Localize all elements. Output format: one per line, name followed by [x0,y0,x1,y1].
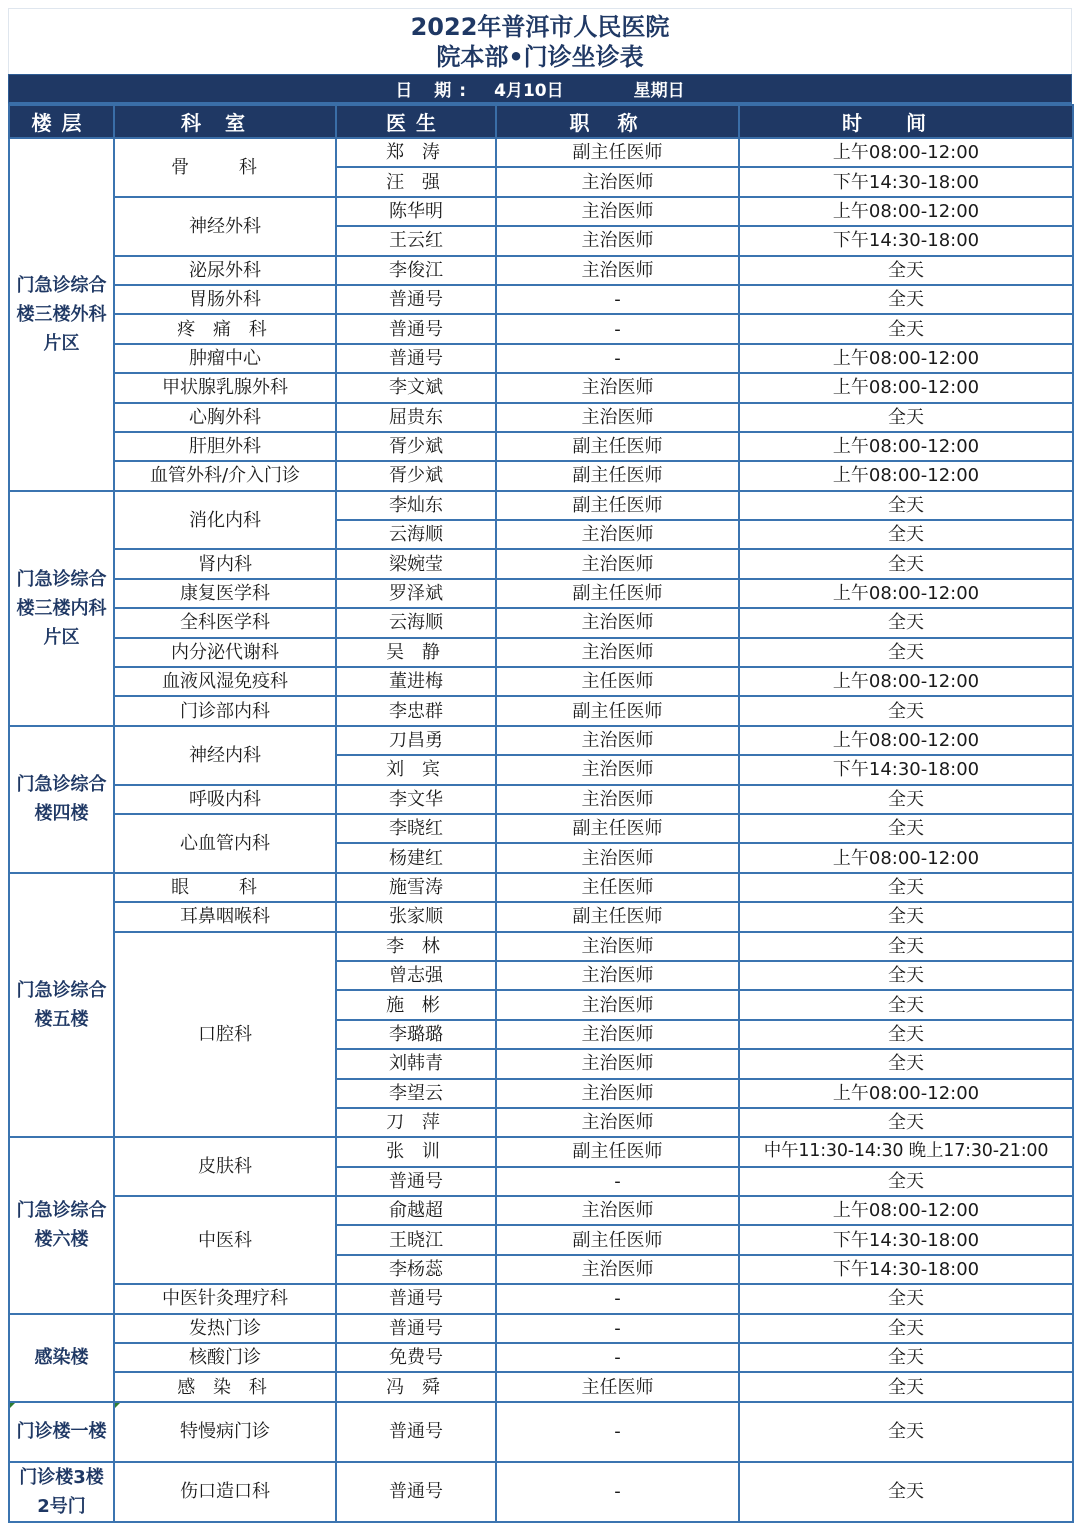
department-cell: 内分泌代谢科 [114,638,336,667]
title-cell: 主任医师 [496,667,739,696]
title-cell: 主治医师 [496,755,739,784]
time-cell: 全天 [739,1402,1073,1462]
title-cell: 副主任医师 [496,432,739,461]
table-row [9,579,1073,608]
doctor-cell: 刀 萍 [336,1108,496,1137]
title-cell: - [496,1167,739,1196]
doctor-cell: 董进梅 [336,667,496,696]
title-cell: - [496,1462,739,1522]
time-cell: 全天 [739,403,1073,432]
schedule-table [8,104,1074,1523]
time-cell: 上午08:00-12:00 [739,432,1073,461]
doctor-cell: 李璐璐 [336,1020,496,1049]
time-cell: 下午14:30-18:00 [739,755,1073,784]
table-row [9,549,1073,578]
doctor-cell: 曾志强 [336,961,496,990]
department-cell: 肿瘤中心 [114,344,336,373]
time-cell: 上午08:00-12:00 [739,373,1073,402]
table-row [9,285,1073,314]
title-cell: 主治医师 [496,373,739,402]
time-cell: 全天 [739,1020,1073,1049]
table-row [9,461,1073,490]
weekday: 星期日 [633,81,685,101]
column-header-title: 职称 [496,105,739,138]
title-cell: 副主任医师 [496,696,739,725]
table-row [9,1314,1073,1343]
title-cell: 副主任医师 [496,902,739,931]
title-cell: - [496,1314,739,1343]
department-cell: 口腔科 [114,932,336,1138]
doctor-cell: 李晓红 [336,814,496,843]
department-cell: 耳鼻咽喉科 [114,902,336,931]
title-cell: 主治医师 [496,1108,739,1137]
department-cell: 神经外科 [114,197,336,256]
doctor-cell: 云海顺 [336,608,496,637]
department-cell: 骨 科 [114,138,336,197]
department-cell: 肾内科 [114,549,336,578]
table-row [9,726,1073,755]
floor-cell: 感染楼 [9,1314,114,1402]
doctor-cell: 汪 强 [336,167,496,196]
department-cell: 呼吸内科 [114,785,336,814]
department-cell: 心胸外科 [114,403,336,432]
table-row [9,696,1073,725]
table-row [9,432,1073,461]
time-cell: 上午08:00-12:00 [739,1196,1073,1225]
time-cell: 全天 [739,990,1073,1019]
department-cell: 皮肤科 [114,1137,336,1196]
table-row [9,902,1073,931]
time-cell: 上午08:00-12:00 [739,344,1073,373]
title-cell: 主治医师 [496,961,739,990]
time-cell: 全天 [739,1284,1073,1313]
doctor-cell: 郑 涛 [336,138,496,167]
table-row [9,1343,1073,1372]
time-cell: 全天 [739,961,1073,990]
table-row [9,197,1073,226]
column-header-doctor: 医生 [336,105,496,138]
time-cell: 全天 [739,1314,1073,1343]
department-cell: 胃肠外科 [114,285,336,314]
time-cell: 全天 [739,608,1073,637]
time-cell: 全天 [739,549,1073,578]
time-cell: 下午14:30-18:00 [739,1225,1073,1254]
table-row [9,873,1073,902]
title-cell: 主治医师 [496,990,739,1019]
department-cell: 消化内科 [114,491,336,550]
table-row [9,344,1073,373]
title-cell: 副主任医师 [496,1137,739,1166]
time-cell: 全天 [739,696,1073,725]
time-cell: 下午14:30-18:00 [739,226,1073,255]
table-row [9,138,1073,167]
title-cell: - [496,1284,739,1313]
title-cell: 副主任医师 [496,1225,739,1254]
doctor-cell: 罗泽斌 [336,579,496,608]
time-cell: 下午14:30-18:00 [739,167,1073,196]
doctor-cell: 梁婉莹 [336,549,496,578]
table-row [9,608,1073,637]
doctor-cell: 普通号 [336,1167,496,1196]
time-cell: 上午08:00-12:00 [739,579,1073,608]
doctor-cell: 李 林 [336,932,496,961]
title-cell: 主治医师 [496,608,739,637]
time-cell: 全天 [739,814,1073,843]
doctor-cell: 云海顺 [336,520,496,549]
table-row [9,1196,1073,1225]
table-row [9,1137,1073,1166]
table-row [9,491,1073,520]
time-cell: 上午08:00-12:00 [739,667,1073,696]
department-cell: 泌尿外科 [114,256,336,285]
title-cell: 主治医师 [496,785,739,814]
doctor-cell: 杨建红 [336,843,496,872]
title-cell: 主治医师 [496,197,739,226]
table-header-row [9,105,1073,138]
time-cell: 上午08:00-12:00 [739,843,1073,872]
department-cell: 中医针灸理疗科 [114,1284,336,1313]
department-cell: 神经内科 [114,726,336,785]
title-cell: - [496,1343,739,1372]
time-cell: 全天 [739,1049,1073,1078]
time-cell: 全天 [739,314,1073,343]
title-cell: 副主任医师 [496,491,739,520]
title-cell: 主治医师 [496,1020,739,1049]
title-cell: 主治医师 [496,1049,739,1078]
time-cell: 全天 [739,638,1073,667]
title-cell: 主治医师 [496,1079,739,1108]
table-row [9,814,1073,843]
doctor-cell: 普通号 [336,314,496,343]
doctor-cell: 施雪涛 [336,873,496,902]
table-row [9,256,1073,285]
doctor-cell: 免费号 [336,1343,496,1372]
doctor-cell: 张 训 [336,1137,496,1166]
doctor-cell: 施 彬 [336,990,496,1019]
floor-cell: 门急诊综合楼六楼 [9,1137,114,1313]
department-cell: 门诊部内科 [114,696,336,725]
floor-cell: 门急诊综合楼三楼外科片区 [9,138,114,491]
table-row [9,373,1073,402]
department-cell: 特慢病门诊 [114,1402,336,1462]
doctor-cell: 普通号 [336,344,496,373]
title-cell: 主治医师 [496,403,739,432]
time-cell: 上午08:00-12:00 [739,461,1073,490]
table-row [9,1372,1073,1401]
doctor-cell: 俞越超 [336,1196,496,1225]
floor-cell: 门急诊综合楼五楼 [9,873,114,1138]
title-cell: 主治医师 [496,843,739,872]
table-row [9,785,1073,814]
doctor-cell: 普通号 [336,1314,496,1343]
time-cell: 全天 [739,932,1073,961]
time-cell: 全天 [739,491,1073,520]
time-cell: 全天 [739,873,1073,902]
column-header-department: 科室 [114,105,336,138]
title-cell: 主治医师 [496,932,739,961]
doctor-cell: 普通号 [336,1402,496,1462]
time-cell: 全天 [739,285,1073,314]
page-title: 2022年普洱市人民医院 [410,12,670,41]
time-cell: 下午14:30-18:00 [739,1255,1073,1284]
time-cell: 全天 [739,256,1073,285]
title-cell: 主治医师 [496,726,739,755]
doctor-cell: 李忠群 [336,696,496,725]
time-cell: 全天 [739,785,1073,814]
date-bar [8,74,1072,104]
doctor-cell: 屈贵东 [336,403,496,432]
time-cell: 中午11:30-14:30 晚上17:30-21:00 [739,1137,1073,1166]
title-cell: 主治医师 [496,1196,739,1225]
title-cell: 主治医师 [496,1255,739,1284]
department-cell: 心血管内科 [114,814,336,873]
department-cell: 眼 科 [114,873,336,902]
time-cell: 全天 [739,902,1073,931]
time-cell: 全天 [739,520,1073,549]
doctor-cell: 普通号 [336,1284,496,1313]
floor-cell: 门急诊综合楼三楼内科片区 [9,491,114,726]
department-cell: 全科医学科 [114,608,336,637]
title-cell: 副主任医师 [496,814,739,843]
title-cell: 副主任医师 [496,138,739,167]
doctor-cell: 李望云 [336,1079,496,1108]
table-row [9,1462,1073,1522]
doctor-cell: 李杨蕊 [336,1255,496,1284]
department-cell: 甲状腺乳腺外科 [114,373,336,402]
doctor-cell: 李俊江 [336,256,496,285]
title-cell: 主治医师 [496,520,739,549]
time-cell: 上午08:00-12:00 [739,726,1073,755]
column-header-time: 时间 [739,105,1073,138]
time-cell: 全天 [739,1108,1073,1137]
title-cell: - [496,285,739,314]
department-cell: 血液风湿免疫科 [114,667,336,696]
title-block [8,8,1072,74]
date-label: 日 期: [395,81,475,101]
title-cell: 主任医师 [496,873,739,902]
time-cell: 全天 [739,1343,1073,1372]
doctor-cell: 李文华 [336,785,496,814]
time-cell: 上午08:00-12:00 [739,197,1073,226]
time-cell: 全天 [739,1372,1073,1401]
table-row [9,1402,1073,1462]
table-row [9,638,1073,667]
doctor-cell: 王云红 [336,226,496,255]
doctor-cell: 刘韩青 [336,1049,496,1078]
doctor-cell: 王晓江 [336,1225,496,1254]
department-cell: 中医科 [114,1196,336,1284]
department-cell: 感 染 科 [114,1372,336,1401]
doctor-cell: 冯 舜 [336,1372,496,1401]
department-cell: 核酸门诊 [114,1343,336,1372]
department-cell: 疼 痛 科 [114,314,336,343]
doctor-cell: 陈华明 [336,197,496,226]
time-cell: 上午08:00-12:00 [739,138,1073,167]
table-row [9,932,1073,961]
table-row [9,667,1073,696]
title-cell: 主治医师 [496,256,739,285]
time-cell: 全天 [739,1462,1073,1522]
title-cell: 副主任医师 [496,461,739,490]
table-row [9,1284,1073,1313]
department-cell: 血管外科/介入门诊 [114,461,336,490]
title-cell: 主治医师 [496,167,739,196]
doctor-cell: 李灿东 [336,491,496,520]
schedule-sheet [8,8,1072,1523]
title-cell: - [496,1402,739,1462]
department-cell: 肝胆外科 [114,432,336,461]
title-cell: 主任医师 [496,1372,739,1401]
date-value: 4月10日 [494,81,564,101]
page-subtitle: 院本部•门诊坐诊表 [436,42,644,71]
table-row [9,403,1073,432]
column-header-floor: 楼层 [9,105,114,138]
doctor-cell: 李文斌 [336,373,496,402]
department-cell: 发热门诊 [114,1314,336,1343]
floor-cell: 门诊楼一楼 [9,1402,114,1462]
doctor-cell: 刀昌勇 [336,726,496,755]
title-cell: 主治医师 [496,549,739,578]
doctor-cell: 普通号 [336,285,496,314]
title-cell: - [496,314,739,343]
time-cell: 全天 [739,1167,1073,1196]
department-cell: 康复医学科 [114,579,336,608]
title-cell: 副主任医师 [496,579,739,608]
floor-cell: 门急诊综合楼四楼 [9,726,114,873]
department-cell: 伤口造口科 [114,1462,336,1522]
doctor-cell: 刘 宾 [336,755,496,784]
doctor-cell: 普通号 [336,1462,496,1522]
title-cell: - [496,344,739,373]
doctor-cell: 胥少斌 [336,461,496,490]
floor-cell: 门诊楼3楼2号门 [9,1462,114,1522]
time-cell: 上午08:00-12:00 [739,1079,1073,1108]
doctor-cell: 胥少斌 [336,432,496,461]
title-cell: 主治医师 [496,226,739,255]
doctor-cell: 张家顺 [336,902,496,931]
doctor-cell: 吴 静 [336,638,496,667]
title-cell: 主治医师 [496,638,739,667]
table-row [9,314,1073,343]
